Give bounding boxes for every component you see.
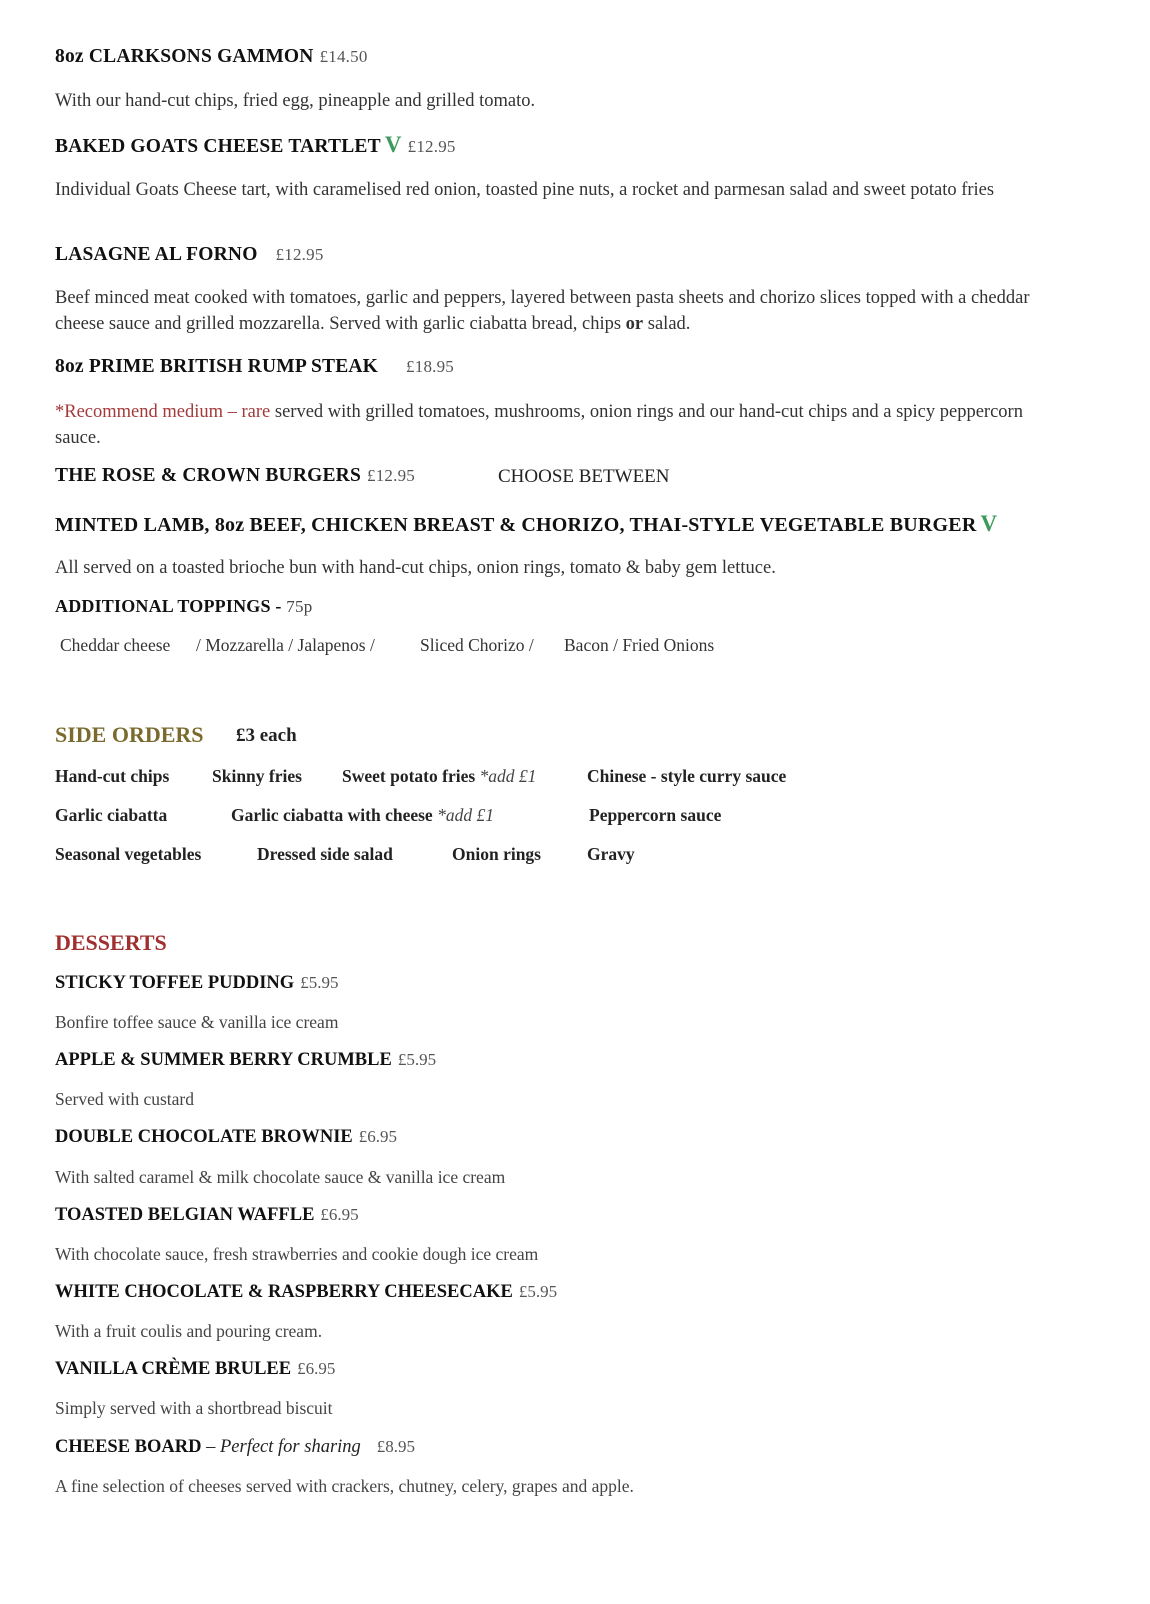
desc-text: salad. — [643, 314, 691, 334]
side-item — [231, 805, 494, 826]
topping-item: Cheddar cheese — [60, 635, 171, 655]
dessert-item — [55, 1282, 557, 1303]
item-description: Served with custard — [55, 1089, 194, 1109]
item-description: With our hand-cut chips, fried egg, pineapple and grilled tomato. — [55, 91, 536, 111]
desc-text: Beef minced meat cooked with tomatoes, garlic and peppers, layered between pasta sheets and chorizo slices topped with a cheddar cheese sauce and grilled mozzarella. Served with garlic ciabatta bread, chips — [55, 288, 1030, 334]
item-price: £18.95 — [406, 357, 454, 376]
toppings-price: 75p — [286, 597, 313, 616]
side-addon: *add £1 — [437, 805, 494, 825]
item-description — [55, 399, 1065, 451]
side-item — [342, 766, 536, 787]
side-item: Hand-cut chips — [55, 766, 170, 786]
item-description: Bonfire toffee sauce & vanilla ice cream — [55, 1012, 339, 1032]
item-title: VANILLA CRÈME BRULEE — [55, 1359, 292, 1379]
dessert-item — [55, 1205, 359, 1226]
side-item: Skinny fries — [212, 766, 302, 786]
side-item: Gravy — [587, 844, 635, 864]
side-item: Dressed side salad — [257, 844, 393, 864]
item-subtitle: – Perfect for sharing — [206, 1437, 361, 1457]
item-price: £6.95 — [297, 1359, 336, 1378]
item-price: £5.95 — [518, 1282, 558, 1301]
menu-item-goats-cheese — [55, 132, 456, 158]
item-description: With salted caramel & milk chocolate sauce & vanilla ice cream — [55, 1167, 506, 1187]
desc-emphasis: or — [625, 314, 644, 334]
item-price: £12.95 — [407, 137, 456, 156]
item-title: WHITE CHOCOLATE & RASPBERRY CHEESECAKE — [55, 1282, 513, 1302]
item-price: £12.95 — [367, 466, 415, 485]
item-price: £5.95 — [300, 973, 339, 992]
item-description: With a fruit coulis and pouring cream. — [55, 1321, 323, 1341]
item-price: £12.95 — [275, 245, 324, 264]
topping-item: Sliced Chorizo / — [420, 635, 534, 655]
item-title: 8oz CLARKSONS GAMMON — [55, 46, 314, 67]
desc-text: served with grilled tomatoes, mushrooms, onion rings and our hand-cut chips and a spicy peppercorn sauce. — [55, 402, 1023, 448]
item-description: Simply served with a shortbread biscuit — [55, 1398, 333, 1418]
item-title: APPLE & SUMMER BERRY CRUMBLE — [55, 1050, 392, 1070]
dessert-item — [55, 1359, 335, 1380]
toppings-title: ADDITIONAL TOPPINGS - — [55, 596, 282, 616]
burger-options — [55, 511, 997, 537]
menu-item-gammon — [55, 46, 368, 68]
item-title: LASAGNE AL FORNO — [55, 244, 258, 265]
menu-item-burgers — [55, 465, 415, 487]
item-price: £6.95 — [358, 1127, 398, 1146]
item-title: THE ROSE & CROWN BURGERS — [55, 465, 362, 486]
side-name: Garlic ciabatta with cheese — [231, 805, 433, 825]
side-orders-price: £3 each — [236, 725, 297, 746]
menu-item-lasagne — [55, 244, 324, 266]
item-description: Individual Goats Cheese tart, with caramelised red onion, toasted pine nuts, a rocket and parmesan salad and sweet potato fries — [55, 180, 995, 200]
side-item: Chinese - style curry sauce — [587, 766, 787, 786]
item-price: £8.95 — [376, 1437, 416, 1456]
side-item: Seasonal vegetables — [55, 844, 202, 864]
item-title: 8oz PRIME BRITISH RUMP STEAK — [55, 356, 379, 377]
item-price: £14.50 — [319, 47, 368, 66]
side-addon: *add £1 — [479, 766, 537, 786]
item-title: BAKED GOATS CHEESE TARTLET — [55, 136, 381, 157]
side-orders-heading: SIDE ORDERS — [55, 722, 204, 747]
topping-item: Bacon / Fried Onions — [564, 635, 715, 655]
menu-item-rump-steak — [55, 356, 454, 378]
dessert-item — [55, 1437, 415, 1458]
item-title: TOASTED BELGIAN WAFFLE — [55, 1205, 315, 1225]
item-description — [55, 285, 1065, 337]
dessert-item — [55, 973, 338, 994]
vegetarian-icon: V — [384, 132, 402, 157]
item-price: £5.95 — [397, 1050, 437, 1069]
vegetarian-icon: V — [980, 511, 998, 536]
burger-options-text: MINTED LAMB, 8oz BEEF, CHICKEN BREAST & CHORIZO, THAI-STYLE VEGETABLE BURGER — [55, 514, 977, 536]
item-description: All served on a toasted brioche bun with hand-cut chips, onion rings, tomato & baby gem lettuce. — [55, 558, 776, 578]
side-name: Sweet potato fries — [342, 766, 476, 786]
item-description: With chocolate sauce, fresh strawberries and cookie dough ice cream — [55, 1244, 539, 1264]
side-item: Garlic ciabatta — [55, 805, 168, 825]
topping-item: / Mozzarella / Jalapenos / — [196, 635, 375, 655]
recommendation-note: *Recommend medium – rare — [55, 402, 271, 422]
dessert-item — [55, 1127, 397, 1148]
item-title: STICKY TOFFEE PUDDING — [55, 973, 295, 993]
additional-toppings — [55, 596, 312, 617]
side-item: Onion rings — [452, 844, 541, 864]
item-title: DOUBLE CHOCOLATE BROWNIE — [55, 1127, 353, 1147]
choose-between-label: CHOOSE BETWEEN — [498, 466, 670, 487]
item-description: A fine selection of cheeses served with crackers, chutney, celery, grapes and apple. — [55, 1476, 634, 1496]
desserts-heading: DESSERTS — [55, 930, 167, 955]
item-price: £6.95 — [320, 1205, 359, 1224]
side-item: Peppercorn sauce — [589, 805, 722, 825]
item-title: CHEESE BOARD — [55, 1437, 202, 1457]
dessert-item — [55, 1050, 436, 1071]
